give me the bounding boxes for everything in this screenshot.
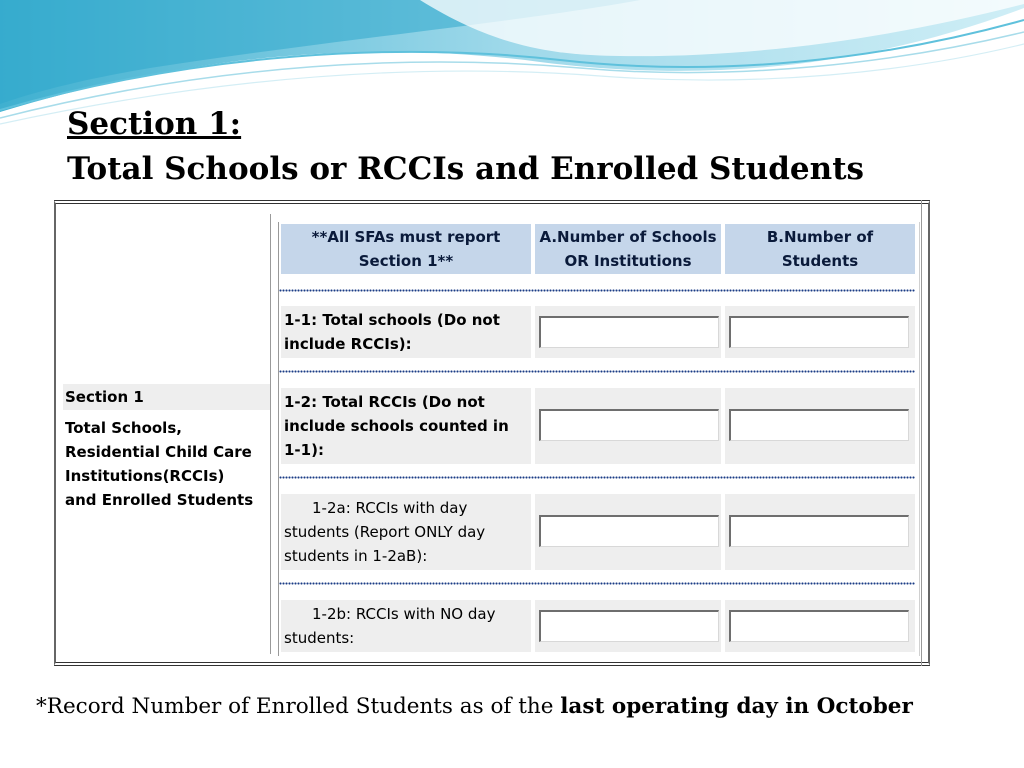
row-label-line: include schools counted in xyxy=(284,417,509,435)
row-label-line: 1-1: Total schools (Do not xyxy=(284,311,500,329)
row-separator xyxy=(279,581,915,586)
row-label-1-1 xyxy=(281,306,531,358)
input-1-1-number-of-students[interactable] xyxy=(729,316,909,348)
section-label-panel xyxy=(56,214,271,654)
row-label-line: include RCCIs): xyxy=(284,335,412,353)
header-number-of-schools xyxy=(535,224,721,274)
section-description-line: Institutions(RCCIs) xyxy=(65,467,225,485)
input-1-2a-number-of-schools[interactable] xyxy=(539,515,719,547)
header-line: Section 1** xyxy=(358,252,454,270)
row-label-line: students: xyxy=(284,629,355,647)
row-separator xyxy=(279,475,915,480)
form-screenshot xyxy=(54,200,930,666)
cell-1-1-a xyxy=(535,306,721,358)
cell-1-2b-a xyxy=(535,600,721,652)
header-line: **All SFAs must report xyxy=(311,228,501,246)
footnote xyxy=(36,692,1016,722)
input-1-2a-number-of-students[interactable] xyxy=(729,515,909,547)
input-1-1-number-of-schools[interactable] xyxy=(539,316,719,348)
cell-1-2a-b xyxy=(725,494,915,570)
input-1-2-number-of-students[interactable] xyxy=(729,409,909,441)
footnote-text: *Record Number of Enrolled Students as of the xyxy=(36,694,561,719)
title-section-name: Total Schools or RCCIs and Enrolled Students xyxy=(67,151,864,187)
header-line: B.Number of xyxy=(766,228,874,246)
row-label-line: 1-2b: RCCIs with NO day xyxy=(312,605,496,623)
row-label-1-2a xyxy=(281,494,531,570)
header-line: OR Institutions xyxy=(564,252,692,270)
input-1-2-number-of-schools[interactable] xyxy=(539,409,719,441)
row-separator xyxy=(279,369,915,374)
section-heading: Section 1 xyxy=(63,384,270,410)
header-line: Students xyxy=(781,252,859,270)
cell-1-2a-a xyxy=(535,494,721,570)
row-label-1-2b xyxy=(281,600,531,652)
header-instructions xyxy=(281,224,531,274)
row-label-line: 1-2a: RCCIs with day xyxy=(312,499,468,517)
section-description xyxy=(65,416,270,512)
form-table xyxy=(278,222,920,656)
row-label-line: 1-1): xyxy=(284,441,324,459)
header-number-of-students xyxy=(725,224,915,274)
row-label-line: students in 1-2aB): xyxy=(284,547,428,565)
row-label-line: 1-2: Total RCCIs (Do not xyxy=(284,393,485,411)
cell-1-1-b xyxy=(725,306,915,358)
footnote-emphasis: last operating day in October xyxy=(560,694,913,719)
section-description-line: Total Schools, xyxy=(65,419,182,437)
row-label-line: students (Report ONLY day xyxy=(284,523,486,541)
cell-1-2b-b xyxy=(725,600,915,652)
row-separator xyxy=(279,288,915,293)
title-section-number: Section 1: xyxy=(67,106,242,142)
input-1-2b-number-of-schools[interactable] xyxy=(539,610,719,642)
row-label-1-2 xyxy=(281,388,531,464)
cell-1-2-b xyxy=(725,388,915,464)
input-1-2b-number-of-students[interactable] xyxy=(729,610,909,642)
section-description-line: and Enrolled Students xyxy=(65,491,254,509)
cell-1-2-a xyxy=(535,388,721,464)
section-description-line: Residential Child Care xyxy=(65,443,252,461)
slide-title xyxy=(67,102,864,192)
header-line: A.Number of Schools xyxy=(539,228,717,246)
